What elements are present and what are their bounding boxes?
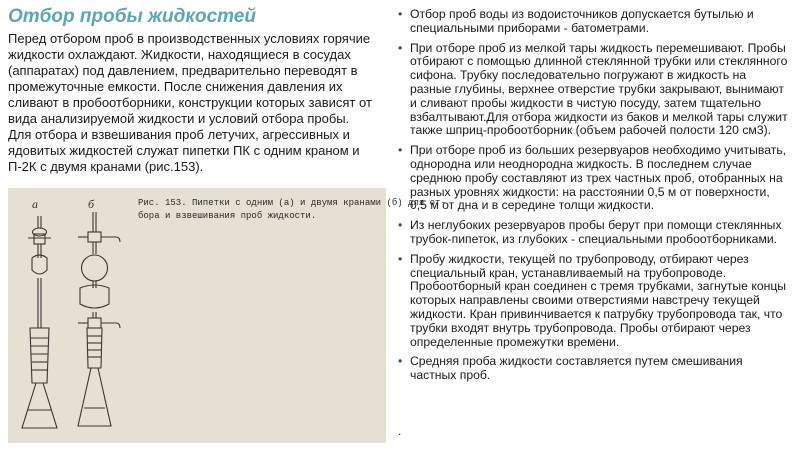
bullet-list	[398, 8, 790, 383]
intro-paragraph-2: Для отбора и взвешивания проб летучих, агрессивных и ядовитых жидкостей служат пипетки ПК с одним краном и П-2К с двумя кранами (рис.153).	[8, 127, 360, 174]
pipette-illustration	[8, 188, 446, 443]
intro-paragraph-1: Перед отбором проб в производственных условиях горячие жидкости охлаждают. Жидкости, находящиеся в сосудах (аппаратах) под давлением, предварительно переводят в промежуточные емкости. После снижения давления их сливают в пробоотборники, конструкции которых зависят от вида анализируемой жидкости и условий отбора пробы.	[8, 31, 372, 126]
trailing-dot: .	[398, 424, 402, 438]
pipette-figure	[8, 188, 446, 443]
left-column	[8, 6, 386, 175]
figure-label-a: а	[32, 197, 38, 211]
pipette-a-drawing	[22, 216, 57, 428]
intro-text	[8, 31, 386, 175]
bullet-item: • При отборе проб из больших резервуаров необходимо учитывать, однородна или неоднородна жидкость. В последнем случае среднюю пробу составляют из трех частных проб, отобранных на разных уровнях жидкости: на расстоянии 0,5 м от поверхности, 0,5 м от дна и в середине толщи жидкости.	[398, 144, 790, 213]
pipette-b-drawing	[78, 212, 120, 426]
bullet-item: • При отборе проб из мелкой тары жидкость перемешивают. Пробы отбирают с помощью длинной стеклянной трубки или стеклянного сифона. Трубку последовательно погружают в жидкость на разные глубины, верхнее отверстие трубки закрывают, вынимают и сливают пробы жидкости в чистую посуду, затем тщательно взбалтывают.Для отбора жидкости из баков и мелкой тары служит также шприц-пробоотборник (объем рабочей полости 120 см3).	[398, 42, 790, 139]
bullet-item: • Отбор проб воды из водоисточников допускается бутылью и специальными приборами - батометрами.	[398, 8, 790, 36]
slide-title: Отбор пробы жидкостей	[8, 6, 256, 27]
bullet-item: • Пробу жидкости, текущей по трубопроводу, отбирают через специальный кран, устанавливаемый на трубопроводе. Пробоотборный кран соединен с тремя трубками, загнутые концы которых направлены своими отверстиями навстречу текущей жидкости. Кран привинчивается к патрубку трубопровода так, что трубки входят внутрь трубопровода. Пробы отбирают через определенные промежутки времени.	[398, 253, 790, 350]
figure-caption-line-2: бора и взвешивания проб жидкости.	[138, 211, 317, 221]
figure-label-b: б	[88, 197, 95, 211]
bullet-item: • Средняя проба жидкости составляется путем смешивания частных проб.	[398, 355, 790, 383]
right-column	[398, 8, 790, 389]
figure-caption-line-1: Рис. 153. Пипетки с одним (а) и двумя кранами (б) для от-	[138, 198, 446, 208]
bullet-item: • Из неглубоких резервуаров пробы берут при помощи стеклянных трубок-пипеток, из глубоких - специальными пробоотборниками.	[398, 219, 790, 247]
